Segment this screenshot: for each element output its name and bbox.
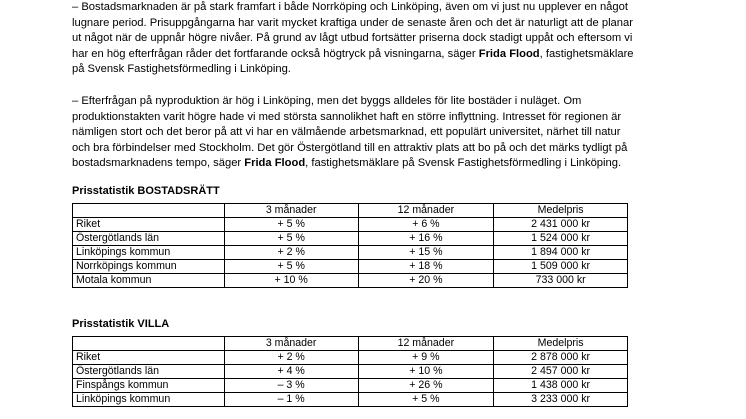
value-cell: + 26 % xyxy=(358,379,494,393)
table-row xyxy=(73,393,628,407)
paragraph-text: , fastighetsmäklare på Svensk Fastighetsförmedling i Linköping. xyxy=(72,47,634,76)
value-cell: 733 000 kr xyxy=(494,274,628,288)
header-cell: 3 månader xyxy=(224,337,358,351)
person-name: Frida Flood xyxy=(478,47,540,60)
value-cell: + 10 % xyxy=(358,365,494,379)
table-row xyxy=(73,379,628,393)
value-cell: + 2 % xyxy=(224,246,358,260)
value-cell: + 10 % xyxy=(224,274,358,288)
value-cell: 3 233 000 kr xyxy=(494,393,628,407)
value-cell: + 5 % xyxy=(358,393,494,407)
table-row xyxy=(73,351,628,365)
value-cell: + 16 % xyxy=(358,232,494,246)
region-cell: Finspångs kommun xyxy=(73,379,225,393)
price-table-villa xyxy=(72,336,628,407)
value-cell: 1 509 000 kr xyxy=(494,260,628,274)
value-cell: 1 438 000 kr xyxy=(494,379,628,393)
table-header-row xyxy=(73,204,628,218)
region-cell: Riket xyxy=(73,218,225,232)
table-title-bostadsratt: Prisstatistik BOSTADSRÄTT xyxy=(72,185,220,197)
region-cell: Motala kommun xyxy=(73,274,225,288)
person-name: Frida Flood xyxy=(244,157,306,170)
region-cell: Östergötlands län xyxy=(73,365,225,379)
table-header-row xyxy=(73,337,628,351)
paragraph-text: , fastighetsmäklare på Svensk Fastighetsförmedling i Linköping. xyxy=(305,157,622,170)
header-cell: Medelpris xyxy=(494,337,628,351)
table-row xyxy=(73,218,628,232)
value-cell: 2 431 000 kr xyxy=(494,218,628,232)
value-cell: 1 894 000 kr xyxy=(494,246,628,260)
header-cell xyxy=(73,204,225,218)
header-cell: Medelpris xyxy=(494,204,628,218)
value-cell: + 5 % xyxy=(224,218,358,232)
value-cell: – 3 % xyxy=(224,379,358,393)
table-title-villa: Prisstatistik VILLA xyxy=(72,318,170,330)
value-cell: 1 524 000 kr xyxy=(494,232,628,246)
value-cell: + 6 % xyxy=(358,218,494,232)
value-cell: + 2 % xyxy=(224,351,358,365)
value-cell: + 18 % xyxy=(358,260,494,274)
header-cell: 12 månader xyxy=(358,204,494,218)
region-cell: Östergötlands län xyxy=(73,232,225,246)
value-cell: + 15 % xyxy=(358,246,494,260)
value-cell: + 20 % xyxy=(358,274,494,288)
header-cell: 12 månader xyxy=(358,337,494,351)
value-cell: – 1 % xyxy=(224,393,358,407)
value-cell: + 9 % xyxy=(358,351,494,365)
table-row xyxy=(73,365,628,379)
quote-paragraph-2 xyxy=(72,94,672,172)
quote-paragraph-1 xyxy=(72,0,672,78)
region-cell: Linköpings kommun xyxy=(73,393,225,407)
region-cell: Linköpings kommun xyxy=(73,246,225,260)
table-row xyxy=(73,260,628,274)
header-cell: 3 månader xyxy=(224,204,358,218)
value-cell: 2 878 000 kr xyxy=(494,351,628,365)
header-cell xyxy=(73,337,225,351)
value-cell: + 4 % xyxy=(224,365,358,379)
region-cell: Norrköpings kommun xyxy=(73,260,225,274)
paragraph-text: – Efterfrågan på nyproduktion är hög i Linköping, men det byggs alldeles för lite bostäder i nuläget. Om produktionstakten varit högre hade vi med största sannolikhet haft en större inflyttning. Intresset för regionen är nämligen stort och det beror på att vi har en välmående arbetsmarknad, ett populärt universitet, närhet till natur och bra förbindelser med Stockholm. Det gör Östergötland till en attraktiv plats att bo på och det märks tydligt på bostadsmarknadens tempo, säger xyxy=(72,95,628,170)
value-cell: 2 457 000 kr xyxy=(494,365,628,379)
price-table-bostadsratt xyxy=(72,203,628,288)
value-cell: + 5 % xyxy=(224,232,358,246)
table-row xyxy=(73,232,628,246)
paragraph-text: – Bostadsmarknaden är på stark framfart i både Norrköping och Linköping, även om vi just nu upplever en något lugnare period. Prisuppgångarna har varit mycket kraftiga under de senaste åren och det är naturligt att de planar ut något när de uppnår högre nivåer. På grund av lågt utbud fortsätter priserna dock stadigt uppåt och eftersom vi har en hög efterfrågan råder det fortfarande också högtryck på visningarna, säger xyxy=(72,1,633,60)
value-cell: + 5 % xyxy=(224,260,358,274)
region-cell: Riket xyxy=(73,351,225,365)
table-row xyxy=(73,246,628,260)
table-row xyxy=(73,274,628,288)
